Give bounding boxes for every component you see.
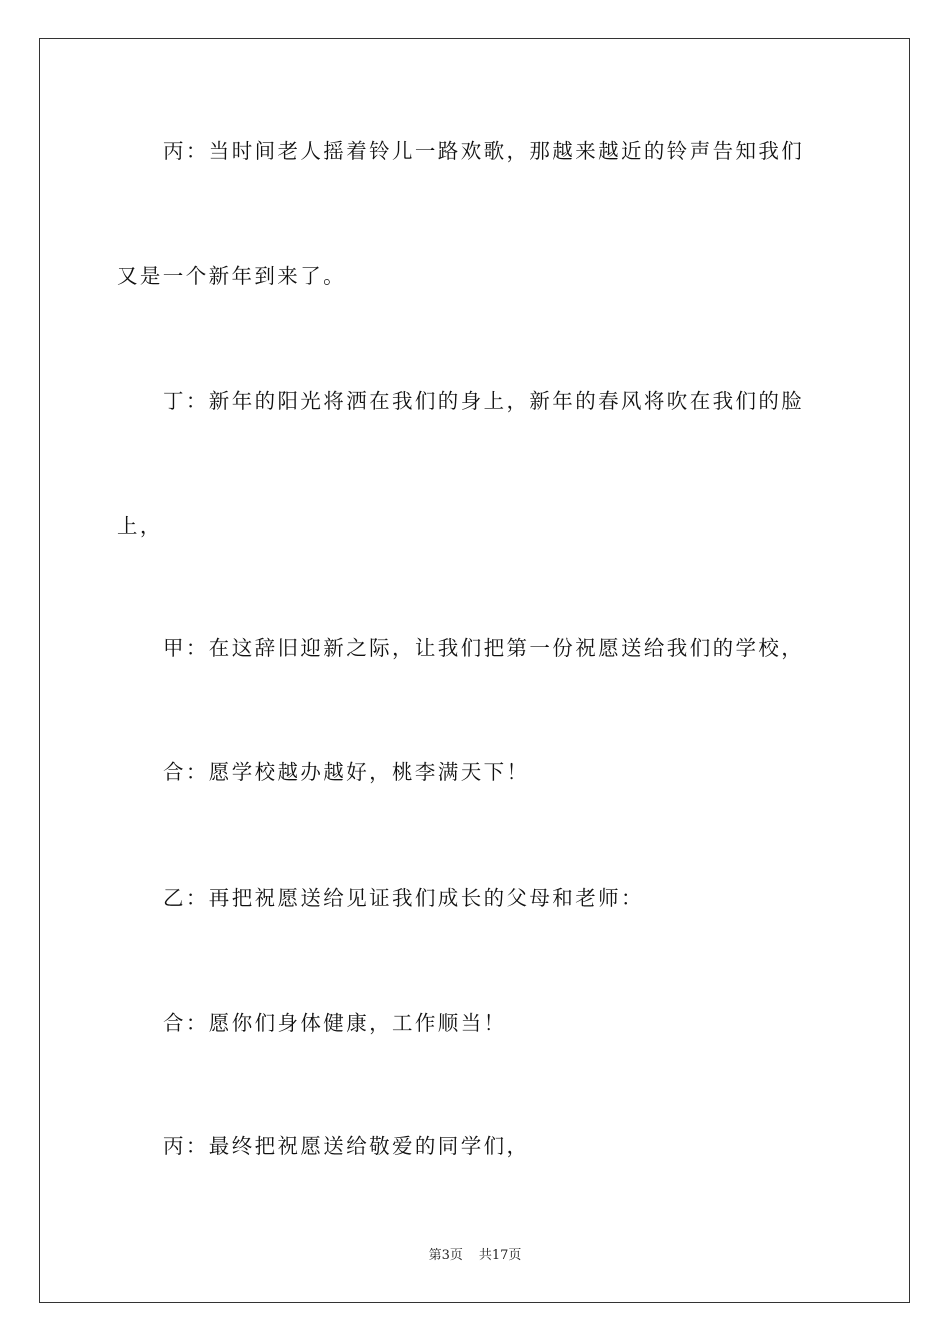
text-line-2: 又是一个新年到来了。 [117,264,346,288]
page-number: 第3页 [428,1248,463,1263]
page-total: 共17页 [478,1248,522,1263]
text-line-6: 合：愿学校越办越好，桃李满天下！ [163,760,530,784]
text-line-7: 乙：再把祝愿送给见证我们成长的父母和老师： [163,886,644,910]
text-line-9: 丙：最终把祝愿送给敬爱的同学们， [163,1134,530,1158]
text-line-8: 合：愿你们身体健康，工作顺当！ [163,1011,507,1035]
text-line-5: 甲：在这辞旧迎新之际，让我们把第一份祝愿送给我们的学校， [163,636,805,660]
text-line-3: 丁：新年的阳光将洒在我们的身上，新年的春风将吹在我们的脸 [163,389,805,413]
page-footer [0,1247,950,1265]
text-line-4: 上， [117,514,163,538]
text-line-1: 丙：当时间老人摇着铃儿一路欢歌，那越来越近的铃声告知我们 [163,139,805,163]
page-frame [39,38,910,1303]
